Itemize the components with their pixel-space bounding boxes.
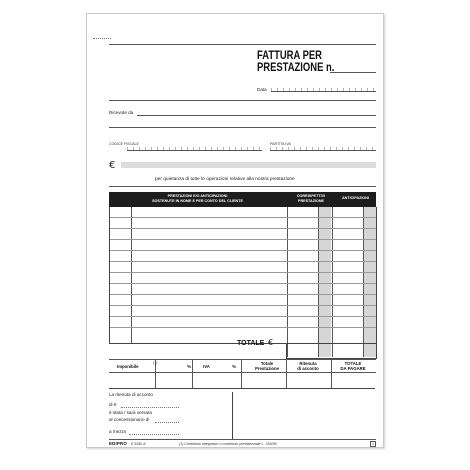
vat-summary-label: IVA [203, 364, 210, 369]
received-from-label: Ricevute da [109, 110, 134, 115]
withholding-line-2: di acconto [297, 365, 319, 371]
fees-cents-divider [318, 207, 319, 357]
withholding-amount-field[interactable] [121, 407, 179, 408]
address-field[interactable] [109, 127, 376, 128]
withholding-box [109, 392, 233, 439]
title-line-2: PRESTAZIONE n. [257, 62, 335, 74]
date-field[interactable] [271, 91, 376, 92]
withholding-method-label: a mezzo [109, 429, 127, 434]
vat-field[interactable] [270, 150, 376, 151]
advances-cents-column [363, 207, 376, 357]
table-row [110, 261, 376, 262]
services-table-body[interactable] [109, 207, 377, 344]
product-code: E 5280 A [131, 442, 146, 446]
summary-values-row[interactable] [109, 372, 375, 389]
date-label: Data [257, 87, 267, 92]
table-row [110, 327, 376, 328]
table-row [110, 294, 376, 295]
total-services-label [249, 362, 285, 371]
invoice-number-field[interactable] [330, 72, 376, 73]
table-row [110, 250, 376, 251]
total-label: TOTALE [237, 340, 265, 347]
footer-footnote: (1) Contributo integrativo o contributo previdenziale L. 335/95. [179, 442, 278, 446]
table-row [110, 316, 376, 317]
services-column-divider [287, 207, 288, 357]
withholding-line-1: Ritenuta [299, 361, 317, 366]
withholding-line-1-text: La ritenuta di acconto [109, 392, 153, 397]
services-header-line-2: SOSTENUTE IN NOME E PER CONTO DEL CLIENTE [152, 198, 243, 203]
summary-top-rule [109, 359, 376, 360]
advances-cents-divider [363, 207, 364, 357]
total-due-line-2: DA PAGARE [340, 365, 366, 371]
advances-column-header: ANTICIPAZIONI [342, 196, 369, 200]
summary-divider [192, 359, 193, 388]
withholding-label [289, 362, 327, 371]
receipt-note: per quietanza di tutte le operazioni relative alla nostra prestazione [155, 177, 295, 182]
euro-icon: € [109, 160, 116, 171]
table-header [109, 192, 376, 207]
footer-rule [109, 439, 376, 440]
withholding-method-field[interactable] [129, 434, 179, 435]
total-euro-icon: € [268, 338, 274, 347]
title-line-1: FATTURA PER [257, 50, 322, 62]
section-rule [109, 100, 376, 101]
percent-label-1: % [187, 364, 192, 369]
withholding-agent-field[interactable] [155, 422, 179, 423]
total-services-line-2: Prestazione [254, 365, 280, 371]
table-row [110, 305, 376, 306]
table-row [110, 217, 376, 218]
pre-table-rule [109, 186, 376, 187]
tax-code-field[interactable] [127, 150, 262, 151]
table-row [110, 239, 376, 240]
fees-column-divider [332, 207, 333, 357]
vat-label: PARTITA IVA [270, 142, 291, 146]
table-row [110, 272, 376, 273]
table-row [110, 283, 376, 284]
fees-column-header [289, 194, 333, 203]
summary-divider [241, 359, 242, 388]
fees-header-line-2: PRESTAZIONE [298, 198, 324, 203]
footnote-mark: (1) [153, 361, 158, 365]
top-dotted-mark [93, 38, 111, 39]
invoice-form-sheet [86, 13, 384, 448]
summary-divider [286, 359, 287, 388]
summary-divider [155, 359, 156, 388]
withholding-agent-label: al concessionario di [109, 417, 150, 422]
received-from-field[interactable] [137, 115, 376, 116]
total-due-line-1: TOTALE [344, 361, 362, 366]
amount-field[interactable] [121, 162, 376, 168]
form-title [257, 50, 334, 74]
total-amount-field[interactable] [286, 343, 377, 359]
fees-header-line-1: CORRISPETTIVI [296, 194, 326, 198]
table-row [110, 228, 376, 229]
tax-code-label: CODICE FISCALE [109, 142, 139, 146]
total-due-label [333, 362, 373, 371]
withholding-amount-label: di € [109, 402, 117, 407]
fees-cents-column [318, 207, 331, 357]
services-column-header [109, 194, 286, 203]
page-mark: 1 [372, 442, 374, 446]
header-rule [109, 44, 376, 45]
taxable-label: Imponibile [117, 364, 139, 369]
summary-divider [331, 359, 332, 388]
percent-label-2: % [232, 364, 237, 369]
services-header-line-1: PRESTAZIONI E/O ANTICIPAZIONI [167, 194, 228, 198]
brand-logo: EDIPRO [109, 441, 128, 446]
total-services-line-1: Totale [260, 361, 274, 366]
withholding-paid-label: è stata / sarà versata [109, 410, 152, 415]
